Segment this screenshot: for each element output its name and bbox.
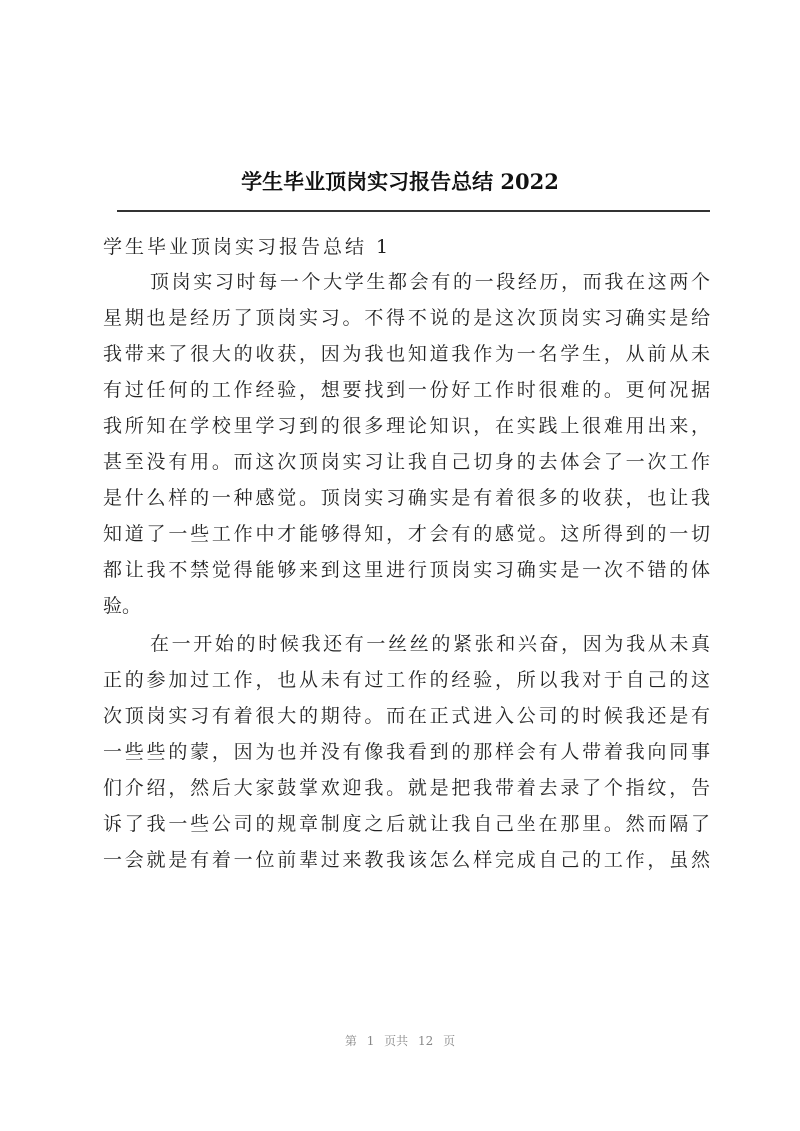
paragraph-line: 验。 — [103, 595, 142, 617]
paragraph-line: 是什么样的一种感觉。顶岗实习确实是有着很多的收获，也让我 — [103, 487, 710, 509]
paragraph-line: 正的参加过工作，也从未有过工作的经验，所以我对于自己的这 — [103, 669, 710, 691]
paragraph-line: 一会就是有着一位前辈过来教我该怎么样完成自己的工作，虽然 — [103, 849, 710, 871]
paragraph-line: 甚至没有用。而这次顶岗实习让我自己切身的去体会了一次工作 — [103, 451, 710, 473]
paragraph-line: 们介绍，然后大家鼓掌欢迎我。就是把我带着去录了个指纹，告 — [103, 777, 710, 799]
paragraph-line: 星期也是经历了顶岗实习。不得不说的是这次顶岗实习确实是给 — [103, 307, 710, 329]
section-heading: 学生毕业顶岗实习报告总结 1 — [103, 236, 392, 258]
page-footer: 第 1 页共 12 页 — [344, 1034, 456, 1048]
document-title: 学生毕业顶岗实习报告总结 2022 — [241, 169, 559, 194]
title-divider — [117, 210, 710, 212]
paragraph-line: 顶岗实习时每一个大学生都会有的一段经历，而我在这两个 — [150, 271, 710, 293]
paragraph-line: 次顶岗实习有着很大的期待。而在正式进入公司的时候我还是有 — [103, 705, 710, 727]
paragraph-line: 我带来了很大的收获，因为我也知道我作为一名学生，从前从未 — [103, 343, 710, 365]
paragraph-line: 一些些的蒙，因为也并没有像我看到的那样会有人带着我向同事 — [103, 741, 710, 763]
paragraph-line: 都让我不禁觉得能够来到这里进行顶岗实习确实是一次不错的体 — [103, 559, 710, 581]
paragraph-line: 在一开始的时候我还有一丝丝的紧张和兴奋，因为我从未真 — [150, 633, 710, 655]
paragraph-line: 有过任何的工作经验，想要找到一份好工作时很难的。更何况据 — [103, 379, 710, 401]
paragraph-line: 诉了我一些公司的规章制度之后就让我自己坐在那里。然而隔了 — [103, 813, 710, 835]
paragraph-line: 知道了一些工作中才能够得知，才会有的感觉。这所得到的一切 — [103, 523, 710, 545]
paragraph-line: 我所知在学校里学习到的很多理论知识，在实践上很难用出来， — [103, 415, 710, 437]
